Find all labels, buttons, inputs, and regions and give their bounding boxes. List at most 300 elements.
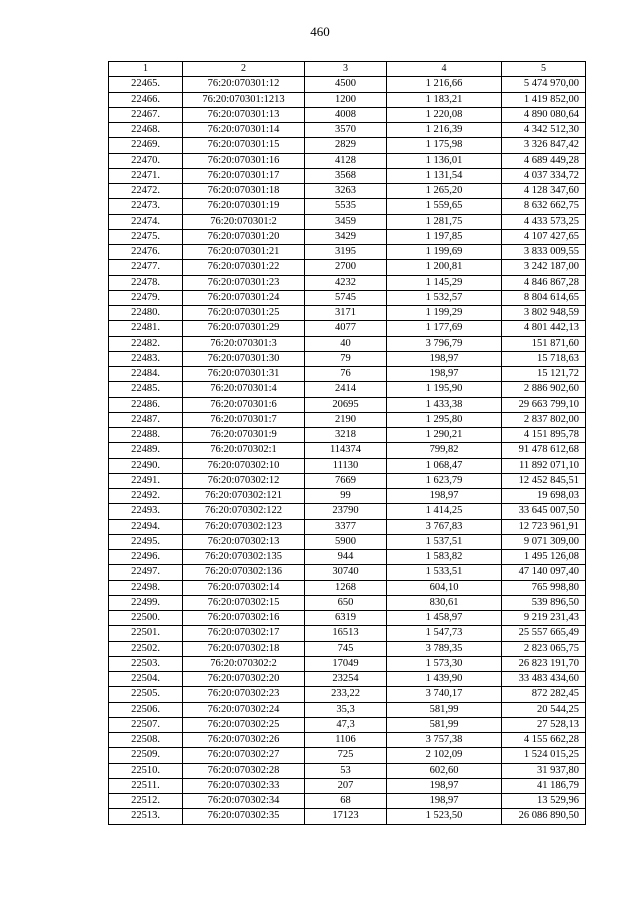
row-number-cell: 22511. bbox=[109, 778, 183, 793]
row-number-cell: 22503. bbox=[109, 656, 183, 671]
area-cell: 1268 bbox=[305, 580, 387, 595]
table-row bbox=[109, 443, 586, 458]
area-cell: 17123 bbox=[305, 809, 387, 824]
unit-value-cell: 3 767,83 bbox=[387, 519, 502, 534]
cadastral-number-cell: 76:20:070301:29 bbox=[183, 321, 305, 336]
row-number-cell: 22475. bbox=[109, 229, 183, 244]
cadastral-number-cell: 76:20:070302:13 bbox=[183, 534, 305, 549]
unit-value-cell: 1 216,39 bbox=[387, 123, 502, 138]
cadastral-value-cell: 3 242 187,00 bbox=[502, 260, 586, 275]
cadastral-number-cell: 76:20:070301:2 bbox=[183, 214, 305, 229]
unit-value-cell: 1 199,29 bbox=[387, 306, 502, 321]
table-row bbox=[109, 412, 586, 427]
row-number-cell: 22485. bbox=[109, 382, 183, 397]
cadastral-value-cell: 15 718,63 bbox=[502, 351, 586, 366]
table-row bbox=[109, 123, 586, 138]
row-number-cell: 22510. bbox=[109, 763, 183, 778]
cadastral-number-cell: 76:20:070302:14 bbox=[183, 580, 305, 595]
area-cell: 20695 bbox=[305, 397, 387, 412]
area-cell: 3171 bbox=[305, 306, 387, 321]
cadastral-value-cell: 2 886 902,60 bbox=[502, 382, 586, 397]
row-number-cell: 22504. bbox=[109, 672, 183, 687]
unit-value-cell: 198,97 bbox=[387, 778, 502, 793]
unit-value-cell: 1 439,90 bbox=[387, 672, 502, 687]
cadastral-value-cell: 539 896,50 bbox=[502, 595, 586, 610]
cadastral-value-cell: 29 663 799,10 bbox=[502, 397, 586, 412]
area-cell: 207 bbox=[305, 778, 387, 793]
row-number-cell: 22500. bbox=[109, 611, 183, 626]
cadastral-number-cell: 76:20:070301:9 bbox=[183, 428, 305, 443]
table-row bbox=[109, 275, 586, 290]
cadastral-number-cell: 76:20:070301:21 bbox=[183, 245, 305, 260]
cadastral-number-cell: 76:20:070302:136 bbox=[183, 565, 305, 580]
area-cell: 5745 bbox=[305, 290, 387, 305]
unit-value-cell: 1 131,54 bbox=[387, 168, 502, 183]
column-header: 4 bbox=[387, 62, 502, 77]
cadastral-value-cell: 3 833 009,55 bbox=[502, 245, 586, 260]
row-number-cell: 22484. bbox=[109, 367, 183, 382]
area-cell: 35,3 bbox=[305, 702, 387, 717]
table-row bbox=[109, 428, 586, 443]
row-number-cell: 22491. bbox=[109, 473, 183, 488]
table-row bbox=[109, 290, 586, 305]
area-cell: 16513 bbox=[305, 626, 387, 641]
unit-value-cell: 3 757,38 bbox=[387, 733, 502, 748]
unit-value-cell: 1 295,80 bbox=[387, 412, 502, 427]
column-header: 5 bbox=[502, 62, 586, 77]
cadastral-number-cell: 76:20:070302:15 bbox=[183, 595, 305, 610]
table-row bbox=[109, 611, 586, 626]
unit-value-cell: 3 789,35 bbox=[387, 641, 502, 656]
cadastral-number-cell: 76:20:070301:13 bbox=[183, 107, 305, 122]
cadastral-value-cell: 11 892 071,10 bbox=[502, 458, 586, 473]
unit-value-cell: 198,97 bbox=[387, 794, 502, 809]
area-cell: 114374 bbox=[305, 443, 387, 458]
table-row bbox=[109, 717, 586, 732]
area-cell: 233,22 bbox=[305, 687, 387, 702]
row-number-cell: 22466. bbox=[109, 92, 183, 107]
cadastral-value-cell: 3 326 847,42 bbox=[502, 138, 586, 153]
unit-value-cell: 1 414,25 bbox=[387, 504, 502, 519]
cadastral-value-cell: 27 528,13 bbox=[502, 717, 586, 732]
unit-value-cell: 799,82 bbox=[387, 443, 502, 458]
table-row bbox=[109, 580, 586, 595]
table-row bbox=[109, 519, 586, 534]
cadastral-value-cell: 4 433 573,25 bbox=[502, 214, 586, 229]
cadastral-number-cell: 76:20:070302:135 bbox=[183, 550, 305, 565]
area-cell: 99 bbox=[305, 489, 387, 504]
row-number-cell: 22465. bbox=[109, 77, 183, 92]
cadastral-value-cell: 1 524 015,25 bbox=[502, 748, 586, 763]
row-number-cell: 22493. bbox=[109, 504, 183, 519]
row-number-cell: 22490. bbox=[109, 458, 183, 473]
row-number-cell: 22506. bbox=[109, 702, 183, 717]
cadastral-value-cell: 12 452 845,51 bbox=[502, 473, 586, 488]
unit-value-cell: 1 200,81 bbox=[387, 260, 502, 275]
row-number-cell: 22469. bbox=[109, 138, 183, 153]
unit-value-cell: 581,99 bbox=[387, 702, 502, 717]
table-row bbox=[109, 336, 586, 351]
cadastral-value-cell: 765 998,80 bbox=[502, 580, 586, 595]
cadastral-number-cell: 76:20:070301:15 bbox=[183, 138, 305, 153]
cadastral-number-cell: 76:20:070302:1 bbox=[183, 443, 305, 458]
table-row bbox=[109, 245, 586, 260]
cadastral-value-cell: 4 801 442,13 bbox=[502, 321, 586, 336]
cadastral-number-cell: 76:20:070301:31 bbox=[183, 367, 305, 382]
cadastral-value-cell: 91 478 612,68 bbox=[502, 443, 586, 458]
area-cell: 4128 bbox=[305, 153, 387, 168]
row-number-cell: 22478. bbox=[109, 275, 183, 290]
area-cell: 7669 bbox=[305, 473, 387, 488]
row-number-cell: 22467. bbox=[109, 107, 183, 122]
area-cell: 3195 bbox=[305, 245, 387, 260]
row-number-cell: 22497. bbox=[109, 565, 183, 580]
area-cell: 4008 bbox=[305, 107, 387, 122]
table-row bbox=[109, 656, 586, 671]
table-row bbox=[109, 214, 586, 229]
cadastral-number-cell: 76:20:070302:27 bbox=[183, 748, 305, 763]
row-number-cell: 22499. bbox=[109, 595, 183, 610]
cadastral-value-cell: 15 121,72 bbox=[502, 367, 586, 382]
area-cell: 2700 bbox=[305, 260, 387, 275]
cadastral-number-cell: 76:20:070301:23 bbox=[183, 275, 305, 290]
cadastral-value-cell: 2 837 802,00 bbox=[502, 412, 586, 427]
table-row bbox=[109, 260, 586, 275]
row-number-cell: 22494. bbox=[109, 519, 183, 534]
table-header-row bbox=[109, 62, 586, 77]
area-cell: 944 bbox=[305, 550, 387, 565]
unit-value-cell: 1 265,20 bbox=[387, 184, 502, 199]
cadastral-number-cell: 76:20:070301:6 bbox=[183, 397, 305, 412]
column-header: 1 bbox=[109, 62, 183, 77]
cadastral-number-cell: 76:20:070302:25 bbox=[183, 717, 305, 732]
table-row bbox=[109, 458, 586, 473]
table-row bbox=[109, 504, 586, 519]
row-number-cell: 22480. bbox=[109, 306, 183, 321]
unit-value-cell: 1 559,65 bbox=[387, 199, 502, 214]
area-cell: 745 bbox=[305, 641, 387, 656]
cadastral-value-cell: 872 282,45 bbox=[502, 687, 586, 702]
unit-value-cell: 1 068,47 bbox=[387, 458, 502, 473]
unit-value-cell: 1 197,85 bbox=[387, 229, 502, 244]
table-row bbox=[109, 733, 586, 748]
cadastral-number-cell: 76:20:070302:12 bbox=[183, 473, 305, 488]
table-row bbox=[109, 778, 586, 793]
row-number-cell: 22507. bbox=[109, 717, 183, 732]
cadastral-value-table bbox=[108, 61, 586, 825]
cadastral-value-cell: 8 632 662,75 bbox=[502, 199, 586, 214]
cadastral-number-cell: 76:20:070302:16 bbox=[183, 611, 305, 626]
cadastral-number-cell: 76:20:070301:18 bbox=[183, 184, 305, 199]
cadastral-value-cell: 3 802 948,59 bbox=[502, 306, 586, 321]
table-row bbox=[109, 595, 586, 610]
cadastral-number-cell: 76:20:070301:17 bbox=[183, 168, 305, 183]
area-cell: 4232 bbox=[305, 275, 387, 290]
unit-value-cell: 1 433,38 bbox=[387, 397, 502, 412]
unit-value-cell: 1 583,82 bbox=[387, 550, 502, 565]
table-row bbox=[109, 184, 586, 199]
cadastral-value-cell: 26 823 191,70 bbox=[502, 656, 586, 671]
cadastral-number-cell: 76:20:070302:24 bbox=[183, 702, 305, 717]
table-row bbox=[109, 138, 586, 153]
cadastral-value-cell: 20 544,25 bbox=[502, 702, 586, 717]
unit-value-cell: 3 796,79 bbox=[387, 336, 502, 351]
row-number-cell: 22473. bbox=[109, 199, 183, 214]
cadastral-value-cell: 4 037 334,72 bbox=[502, 168, 586, 183]
unit-value-cell: 1 547,73 bbox=[387, 626, 502, 641]
table-row bbox=[109, 229, 586, 244]
cadastral-value-cell: 25 557 665,49 bbox=[502, 626, 586, 641]
unit-value-cell: 1 145,29 bbox=[387, 275, 502, 290]
unit-value-cell: 1 175,98 bbox=[387, 138, 502, 153]
row-number-cell: 22471. bbox=[109, 168, 183, 183]
table-row bbox=[109, 702, 586, 717]
row-number-cell: 22483. bbox=[109, 351, 183, 366]
unit-value-cell: 1 177,69 bbox=[387, 321, 502, 336]
cadastral-number-cell: 76:20:070301:7 bbox=[183, 412, 305, 427]
cadastral-value-cell: 4 342 512,30 bbox=[502, 123, 586, 138]
area-cell: 725 bbox=[305, 748, 387, 763]
area-cell: 17049 bbox=[305, 656, 387, 671]
table-row bbox=[109, 107, 586, 122]
table-row bbox=[109, 397, 586, 412]
cadastral-value-cell: 33 645 007,50 bbox=[502, 504, 586, 519]
cadastral-value-cell: 9 219 231,43 bbox=[502, 611, 586, 626]
row-number-cell: 22470. bbox=[109, 153, 183, 168]
cadastral-number-cell: 76:20:070302:123 bbox=[183, 519, 305, 534]
cadastral-number-cell: 76:20:070301:19 bbox=[183, 199, 305, 214]
row-number-cell: 22474. bbox=[109, 214, 183, 229]
table-row bbox=[109, 626, 586, 641]
cadastral-number-cell: 76:20:070302:10 bbox=[183, 458, 305, 473]
cadastral-number-cell: 76:20:070301:30 bbox=[183, 351, 305, 366]
cadastral-value-cell: 13 529,96 bbox=[502, 794, 586, 809]
cadastral-value-cell: 4 151 895,78 bbox=[502, 428, 586, 443]
cadastral-number-cell: 76:20:070302:121 bbox=[183, 489, 305, 504]
cadastral-number-cell: 76:20:070302:33 bbox=[183, 778, 305, 793]
area-cell: 3429 bbox=[305, 229, 387, 244]
row-number-cell: 22489. bbox=[109, 443, 183, 458]
cadastral-value-cell: 1 495 126,08 bbox=[502, 550, 586, 565]
row-number-cell: 22501. bbox=[109, 626, 183, 641]
row-number-cell: 22495. bbox=[109, 534, 183, 549]
area-cell: 650 bbox=[305, 595, 387, 610]
row-number-cell: 22509. bbox=[109, 748, 183, 763]
unit-value-cell: 1 220,08 bbox=[387, 107, 502, 122]
cadastral-value-cell: 33 483 434,60 bbox=[502, 672, 586, 687]
cadastral-number-cell: 76:20:070302:2 bbox=[183, 656, 305, 671]
cadastral-number-cell: 76:20:070301:25 bbox=[183, 306, 305, 321]
table-row bbox=[109, 77, 586, 92]
row-number-cell: 22492. bbox=[109, 489, 183, 504]
area-cell: 1106 bbox=[305, 733, 387, 748]
unit-value-cell: 1 573,30 bbox=[387, 656, 502, 671]
area-cell: 23254 bbox=[305, 672, 387, 687]
cadastral-value-cell: 4 689 449,28 bbox=[502, 153, 586, 168]
table-row bbox=[109, 351, 586, 366]
area-cell: 3218 bbox=[305, 428, 387, 443]
area-cell: 4077 bbox=[305, 321, 387, 336]
area-cell: 2829 bbox=[305, 138, 387, 153]
area-cell: 1200 bbox=[305, 92, 387, 107]
cadastral-number-cell: 76:20:070302:20 bbox=[183, 672, 305, 687]
cadastral-number-cell: 76:20:070302:26 bbox=[183, 733, 305, 748]
area-cell: 11130 bbox=[305, 458, 387, 473]
row-number-cell: 22482. bbox=[109, 336, 183, 351]
unit-value-cell: 3 740,17 bbox=[387, 687, 502, 702]
unit-value-cell: 1 623,79 bbox=[387, 473, 502, 488]
table-row bbox=[109, 153, 586, 168]
table-row bbox=[109, 565, 586, 580]
unit-value-cell: 1 533,51 bbox=[387, 565, 502, 580]
row-number-cell: 22508. bbox=[109, 733, 183, 748]
column-header: 2 bbox=[183, 62, 305, 77]
cadastral-value-cell: 151 871,60 bbox=[502, 336, 586, 351]
cadastral-number-cell: 76:20:070301:3 bbox=[183, 336, 305, 351]
area-cell: 68 bbox=[305, 794, 387, 809]
unit-value-cell: 1 136,01 bbox=[387, 153, 502, 168]
area-cell: 3568 bbox=[305, 168, 387, 183]
cadastral-number-cell: 76:20:070302:23 bbox=[183, 687, 305, 702]
row-number-cell: 22496. bbox=[109, 550, 183, 565]
table-row bbox=[109, 763, 586, 778]
cadastral-value-cell: 26 086 890,50 bbox=[502, 809, 586, 824]
area-cell: 2414 bbox=[305, 382, 387, 397]
row-number-cell: 22498. bbox=[109, 580, 183, 595]
unit-value-cell: 1 199,69 bbox=[387, 245, 502, 260]
unit-value-cell: 1 195,90 bbox=[387, 382, 502, 397]
row-number-cell: 22487. bbox=[109, 412, 183, 427]
cadastral-value-cell: 8 804 614,65 bbox=[502, 290, 586, 305]
table-row bbox=[109, 382, 586, 397]
table-row bbox=[109, 367, 586, 382]
row-number-cell: 22502. bbox=[109, 641, 183, 656]
row-number-cell: 22481. bbox=[109, 321, 183, 336]
unit-value-cell: 1 523,50 bbox=[387, 809, 502, 824]
cadastral-value-cell: 12 723 961,91 bbox=[502, 519, 586, 534]
cadastral-value-cell: 9 071 309,00 bbox=[502, 534, 586, 549]
area-cell: 3459 bbox=[305, 214, 387, 229]
unit-value-cell: 1 281,75 bbox=[387, 214, 502, 229]
cadastral-number-cell: 76:20:070302:34 bbox=[183, 794, 305, 809]
cadastral-value-cell: 4 107 427,65 bbox=[502, 229, 586, 244]
cadastral-number-cell: 76:20:070301:1213 bbox=[183, 92, 305, 107]
cadastral-number-cell: 76:20:070301:16 bbox=[183, 153, 305, 168]
area-cell: 4500 bbox=[305, 77, 387, 92]
area-cell: 3570 bbox=[305, 123, 387, 138]
area-cell: 79 bbox=[305, 351, 387, 366]
table-row bbox=[109, 809, 586, 824]
area-cell: 2190 bbox=[305, 412, 387, 427]
unit-value-cell: 1 216,66 bbox=[387, 77, 502, 92]
row-number-cell: 22513. bbox=[109, 809, 183, 824]
cadastral-number-cell: 76:20:070301:20 bbox=[183, 229, 305, 244]
row-number-cell: 22479. bbox=[109, 290, 183, 305]
area-cell: 5535 bbox=[305, 199, 387, 214]
cadastral-value-cell: 1 419 852,00 bbox=[502, 92, 586, 107]
cadastral-value-cell: 5 474 970,00 bbox=[502, 77, 586, 92]
area-cell: 5900 bbox=[305, 534, 387, 549]
cadastral-number-cell: 76:20:070301:14 bbox=[183, 123, 305, 138]
area-cell: 3263 bbox=[305, 184, 387, 199]
area-cell: 6319 bbox=[305, 611, 387, 626]
area-cell: 40 bbox=[305, 336, 387, 351]
unit-value-cell: 198,97 bbox=[387, 351, 502, 366]
cadastral-number-cell: 76:20:070302:18 bbox=[183, 641, 305, 656]
unit-value-cell: 1 458,97 bbox=[387, 611, 502, 626]
table-row bbox=[109, 534, 586, 549]
row-number-cell: 22476. bbox=[109, 245, 183, 260]
table-row bbox=[109, 92, 586, 107]
table-row bbox=[109, 321, 586, 336]
table-row bbox=[109, 489, 586, 504]
unit-value-cell: 1 290,21 bbox=[387, 428, 502, 443]
unit-value-cell: 604,10 bbox=[387, 580, 502, 595]
column-header: 3 bbox=[305, 62, 387, 77]
unit-value-cell: 830,61 bbox=[387, 595, 502, 610]
unit-value-cell: 198,97 bbox=[387, 367, 502, 382]
table-row bbox=[109, 168, 586, 183]
table-row bbox=[109, 199, 586, 214]
area-cell: 47,3 bbox=[305, 717, 387, 732]
row-number-cell: 22468. bbox=[109, 123, 183, 138]
cadastral-number-cell: 76:20:070301:12 bbox=[183, 77, 305, 92]
unit-value-cell: 1 537,51 bbox=[387, 534, 502, 549]
cadastral-value-cell: 4 846 867,28 bbox=[502, 275, 586, 290]
cadastral-value-cell: 4 128 347,60 bbox=[502, 184, 586, 199]
cadastral-value-cell: 4 890 080,64 bbox=[502, 107, 586, 122]
area-cell: 53 bbox=[305, 763, 387, 778]
table-row bbox=[109, 672, 586, 687]
cadastral-number-cell: 76:20:070302:35 bbox=[183, 809, 305, 824]
row-number-cell: 22477. bbox=[109, 260, 183, 275]
row-number-cell: 22488. bbox=[109, 428, 183, 443]
table-row bbox=[109, 473, 586, 488]
cadastral-value-cell: 4 155 662,28 bbox=[502, 733, 586, 748]
table-row bbox=[109, 794, 586, 809]
row-number-cell: 22486. bbox=[109, 397, 183, 412]
unit-value-cell: 581,99 bbox=[387, 717, 502, 732]
cadastral-number-cell: 76:20:070302:17 bbox=[183, 626, 305, 641]
area-cell: 76 bbox=[305, 367, 387, 382]
cadastral-value-cell: 47 140 097,40 bbox=[502, 565, 586, 580]
cadastral-value-cell: 2 823 065,75 bbox=[502, 641, 586, 656]
unit-value-cell: 198,97 bbox=[387, 489, 502, 504]
table-row bbox=[109, 748, 586, 763]
cadastral-number-cell: 76:20:070302:122 bbox=[183, 504, 305, 519]
area-cell: 30740 bbox=[305, 565, 387, 580]
area-cell: 23790 bbox=[305, 504, 387, 519]
row-number-cell: 22512. bbox=[109, 794, 183, 809]
table-row bbox=[109, 306, 586, 321]
cadastral-number-cell: 76:20:070301:24 bbox=[183, 290, 305, 305]
area-cell: 3377 bbox=[305, 519, 387, 534]
unit-value-cell: 1 532,57 bbox=[387, 290, 502, 305]
cadastral-value-cell: 41 186,79 bbox=[502, 778, 586, 793]
table-row bbox=[109, 641, 586, 656]
row-number-cell: 22505. bbox=[109, 687, 183, 702]
unit-value-cell: 2 102,09 bbox=[387, 748, 502, 763]
row-number-cell: 22472. bbox=[109, 184, 183, 199]
cadastral-number-cell: 76:20:070301:22 bbox=[183, 260, 305, 275]
unit-value-cell: 602,60 bbox=[387, 763, 502, 778]
cadastral-number-cell: 76:20:070302:28 bbox=[183, 763, 305, 778]
page-number: 460 bbox=[310, 24, 330, 39]
unit-value-cell: 1 183,21 bbox=[387, 92, 502, 107]
table-row bbox=[109, 687, 586, 702]
table-row bbox=[109, 550, 586, 565]
cadastral-value-cell: 31 937,80 bbox=[502, 763, 586, 778]
